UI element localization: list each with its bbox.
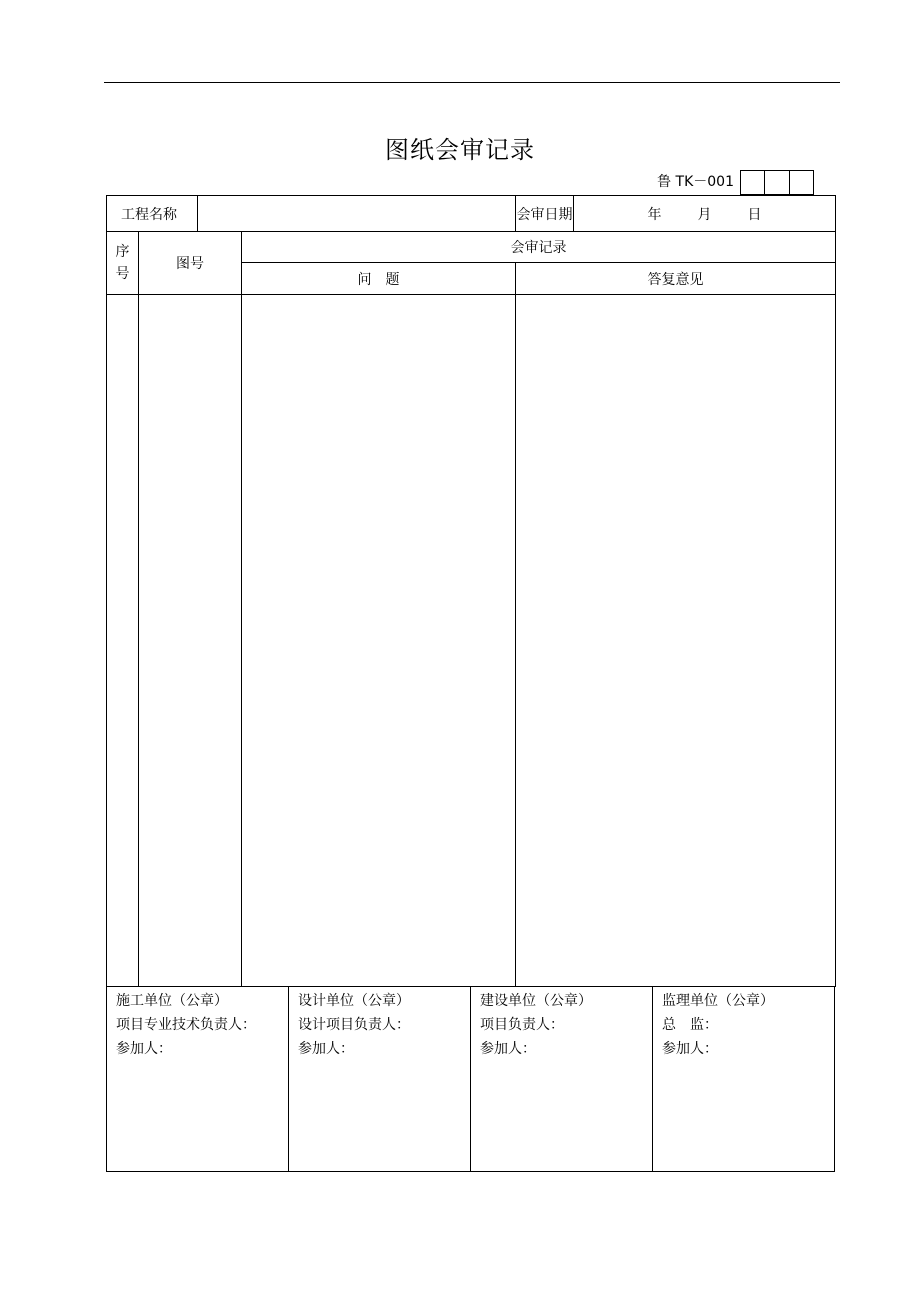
form-number-box[interactable] — [741, 171, 765, 194]
construction-unit-signature[interactable] — [107, 986, 289, 1171]
owner-attendees-label: 参加人： — [480, 1041, 536, 1057]
question-column[interactable] — [242, 295, 516, 987]
design-unit-label: 设计单位（公章） — [298, 993, 410, 1009]
owner-role-label: 项目负责人： — [480, 1017, 564, 1033]
owner-unit-label: 建设单位（公章） — [480, 993, 592, 1009]
date-year-label: 年 — [647, 206, 662, 223]
reply-column[interactable] — [516, 295, 836, 987]
review-date-label: 会审日期 — [516, 196, 574, 232]
design-attendees-label: 参加人： — [298, 1041, 354, 1057]
date-day-label: 日 — [747, 206, 762, 223]
construction-attendees-label: 参加人： — [116, 1041, 172, 1057]
project-name-field[interactable] — [198, 196, 516, 232]
supervision-unit-label: 监理单位（公章） — [662, 993, 774, 1009]
seq-header — [107, 232, 139, 295]
header-row-1 — [107, 232, 836, 263]
drawing-no-column[interactable] — [139, 295, 242, 987]
design-unit-signature[interactable] — [289, 986, 471, 1171]
drawing-no-header: 图号 — [139, 232, 242, 295]
owner-unit-signature[interactable] — [471, 986, 653, 1171]
seq-header-line2: 号 — [115, 266, 130, 282]
form-number-boxes — [740, 170, 814, 195]
header-rule — [104, 82, 840, 83]
form-code: 鲁 TK－001 — [657, 174, 734, 190]
form-number-box[interactable] — [765, 171, 789, 194]
seq-column[interactable] — [107, 295, 139, 987]
content-row — [107, 295, 836, 987]
supervision-unit-signature[interactable] — [653, 986, 834, 1171]
question-header: 问 题 — [242, 263, 516, 295]
review-record-header: 会审记录 — [242, 232, 836, 263]
project-info-row — [107, 196, 836, 232]
form-number-box[interactable] — [790, 171, 813, 194]
signature-section — [106, 986, 835, 1172]
seq-header-line1: 序 — [115, 244, 130, 260]
supervision-attendees-label: 参加人： — [662, 1041, 718, 1057]
construction-role-label: 项目专业技术负责人： — [116, 1017, 256, 1033]
supervision-role-label: 总 监： — [662, 1017, 718, 1033]
review-table — [106, 195, 836, 987]
page-title: 图纸会审记录 — [385, 136, 535, 164]
reply-header: 答复意见 — [516, 263, 836, 295]
project-name-label: 工程名称 — [107, 196, 198, 232]
review-date-field[interactable] — [574, 196, 836, 232]
design-role-label: 设计项目负责人： — [298, 1017, 410, 1033]
construction-unit-label: 施工单位（公章） — [116, 993, 228, 1009]
date-month-label: 月 — [697, 206, 712, 223]
